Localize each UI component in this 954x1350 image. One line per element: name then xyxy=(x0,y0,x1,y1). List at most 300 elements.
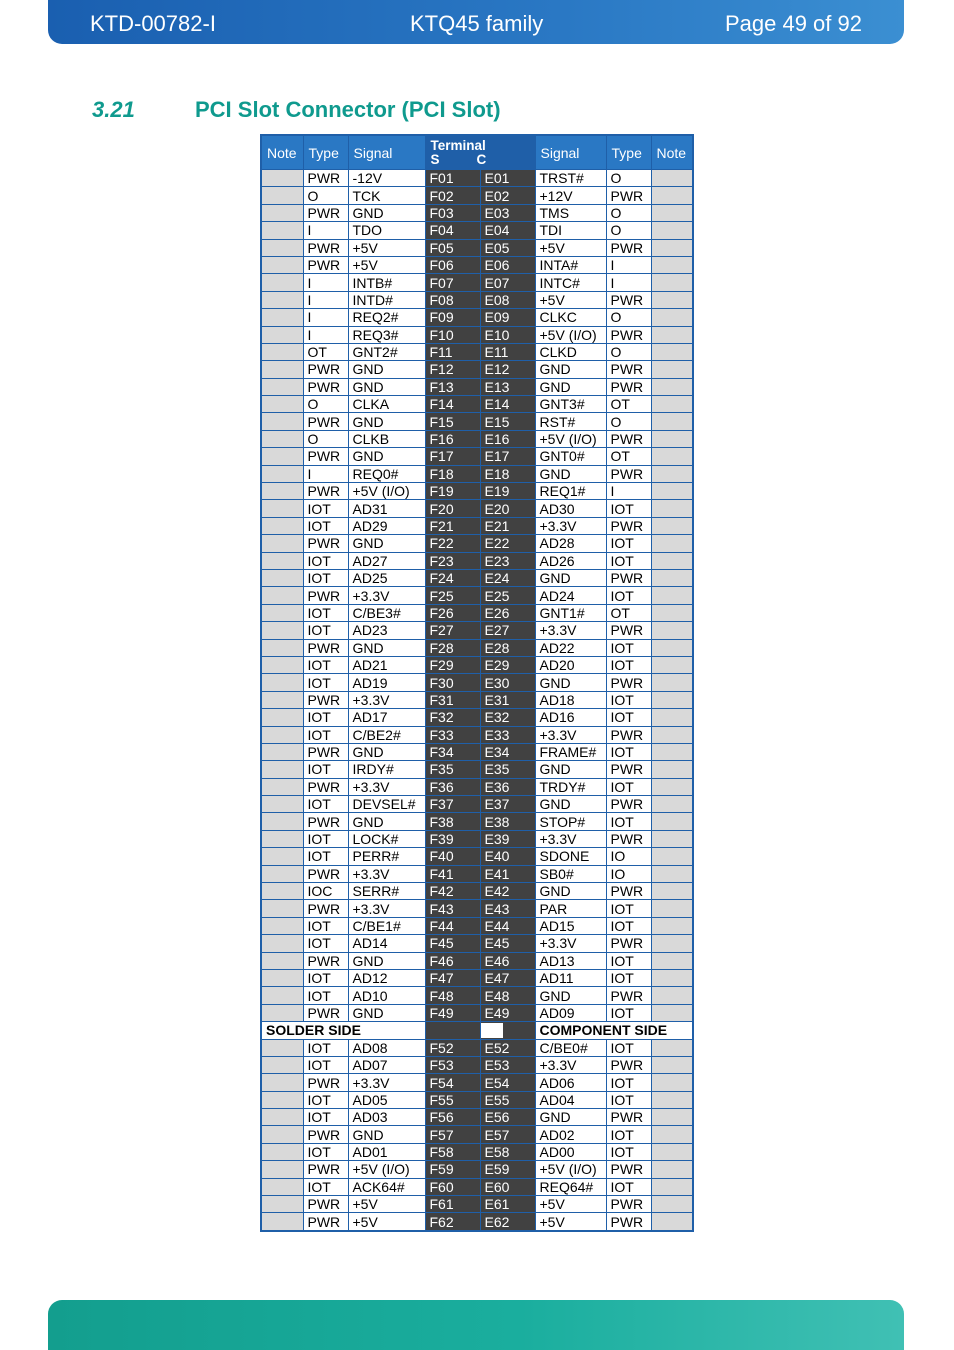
signal-right: STOP# xyxy=(535,813,606,830)
signal-left: AD12 xyxy=(348,969,425,986)
signal-left: GND xyxy=(348,448,425,465)
type-right: IOT xyxy=(606,500,651,517)
terminal-c: E19 xyxy=(480,483,535,500)
signal-right: TRST# xyxy=(535,170,606,187)
type-left: PWR xyxy=(303,778,348,795)
note-left xyxy=(261,743,303,760)
note-right xyxy=(651,274,693,291)
type-right: I xyxy=(606,256,651,273)
note-right xyxy=(651,326,693,343)
table-row xyxy=(261,1143,693,1160)
note-left xyxy=(261,500,303,517)
signal-right: AD24 xyxy=(535,587,606,604)
type-left: IOT xyxy=(303,1143,348,1160)
note-right xyxy=(651,656,693,673)
type-left: IOT xyxy=(303,830,348,847)
type-right: IOT xyxy=(606,656,651,673)
note-left xyxy=(261,1109,303,1126)
table-row xyxy=(261,969,693,986)
type-left: IOT xyxy=(303,1178,348,1195)
terminal-s: F11 xyxy=(425,343,480,360)
note-left xyxy=(261,1056,303,1073)
signal-left: +3.3V xyxy=(348,865,425,882)
type-left: IOT xyxy=(303,935,348,952)
terminal-s: F16 xyxy=(425,430,480,447)
note-right xyxy=(651,535,693,552)
terminal-c: E16 xyxy=(480,430,535,447)
note-right xyxy=(651,378,693,395)
signal-left: GND xyxy=(348,413,425,430)
note-right xyxy=(651,1143,693,1160)
note-right xyxy=(651,639,693,656)
signal-left: LOCK# xyxy=(348,830,425,847)
signal-left: GND xyxy=(348,204,425,221)
signal-left: C/BE3# xyxy=(348,604,425,621)
table-row xyxy=(261,691,693,708)
signal-right: C/BE0# xyxy=(535,1039,606,1056)
terminal-s: F62 xyxy=(425,1213,480,1231)
table-row xyxy=(261,378,693,395)
terminal-s: F45 xyxy=(425,935,480,952)
note-right xyxy=(651,430,693,447)
type-right: PWR xyxy=(606,761,651,778)
terminal-s: F24 xyxy=(425,569,480,586)
terminal-c: E35 xyxy=(480,761,535,778)
table-row xyxy=(261,883,693,900)
note-left xyxy=(261,1004,303,1021)
type-right: IOT xyxy=(606,778,651,795)
terminal-s: F59 xyxy=(425,1161,480,1178)
signal-left: AD23 xyxy=(348,622,425,639)
signal-right: SB0# xyxy=(535,865,606,882)
terminal-c: E13 xyxy=(480,378,535,395)
note-left xyxy=(261,343,303,360)
note-right xyxy=(651,622,693,639)
table-row xyxy=(261,256,693,273)
note-right xyxy=(651,691,693,708)
type-right: PWR xyxy=(606,465,651,482)
signal-left: +5V xyxy=(348,1196,425,1213)
table-row xyxy=(261,796,693,813)
note-left xyxy=(261,709,303,726)
type-left: IOT xyxy=(303,622,348,639)
signal-left: TDO xyxy=(348,222,425,239)
type-right: IOT xyxy=(606,709,651,726)
note-left xyxy=(261,969,303,986)
signal-right: GND xyxy=(535,987,606,1004)
terminal-s: F56 xyxy=(425,1109,480,1126)
type-right: IOT xyxy=(606,917,651,934)
table-row xyxy=(261,483,693,500)
terminal-s: F09 xyxy=(425,309,480,326)
note-right xyxy=(651,569,693,586)
note-right xyxy=(651,952,693,969)
note-right xyxy=(651,830,693,847)
note-right xyxy=(651,465,693,482)
signal-left: GND xyxy=(348,535,425,552)
terminal-s: F03 xyxy=(425,204,480,221)
type-left: PWR xyxy=(303,378,348,395)
note-left xyxy=(261,604,303,621)
signal-right: SDONE xyxy=(535,848,606,865)
signal-left: SERR# xyxy=(348,883,425,900)
note-left xyxy=(261,587,303,604)
terminal-c: E25 xyxy=(480,587,535,604)
type-left: IOT xyxy=(303,848,348,865)
type-left: PWR xyxy=(303,587,348,604)
note-left xyxy=(261,517,303,534)
table-row xyxy=(261,848,693,865)
section-number: 3.21 xyxy=(92,97,135,122)
signal-right: +5V xyxy=(535,239,606,256)
terminal-s: F13 xyxy=(425,378,480,395)
terminal-c: E53 xyxy=(480,1056,535,1073)
signal-right: TMS xyxy=(535,204,606,221)
terminal-s: F43 xyxy=(425,900,480,917)
terminal-c: E17 xyxy=(480,448,535,465)
note-right xyxy=(651,1074,693,1091)
signal-left: AD03 xyxy=(348,1109,425,1126)
table-row xyxy=(261,1196,693,1213)
type-left: IOT xyxy=(303,709,348,726)
signal-right: AD11 xyxy=(535,969,606,986)
table-row xyxy=(261,204,693,221)
type-left: PWR xyxy=(303,743,348,760)
pins-component-block xyxy=(261,1039,693,1231)
signal-left: +5V xyxy=(348,239,425,256)
table-row xyxy=(261,274,693,291)
signal-right: AD00 xyxy=(535,1143,606,1160)
signal-right: +3.3V xyxy=(535,726,606,743)
table-row xyxy=(261,622,693,639)
table-row xyxy=(261,1178,693,1195)
table-row xyxy=(261,239,693,256)
terminal-s: F10 xyxy=(425,326,480,343)
terminal-c: E34 xyxy=(480,743,535,760)
signal-right: TDI xyxy=(535,222,606,239)
terminal-c: E29 xyxy=(480,656,535,673)
signal-left: GND xyxy=(348,743,425,760)
terminal-c: E48 xyxy=(480,987,535,1004)
note-right xyxy=(651,1196,693,1213)
type-right: PWR xyxy=(606,239,651,256)
terminal-c: E46 xyxy=(480,952,535,969)
table-row xyxy=(261,935,693,952)
type-left: PWR xyxy=(303,1213,348,1231)
signal-right: CLKC xyxy=(535,309,606,326)
type-left: PWR xyxy=(303,952,348,969)
page-header xyxy=(48,0,904,44)
note-right xyxy=(651,848,693,865)
type-right: OT xyxy=(606,604,651,621)
terminal-s: F06 xyxy=(425,256,480,273)
terminal-s: F35 xyxy=(425,761,480,778)
signal-left: +3.3V xyxy=(348,587,425,604)
note-right xyxy=(651,1161,693,1178)
type-right: PWR xyxy=(606,935,651,952)
terminal-c: E01 xyxy=(480,170,535,187)
type-left: IOT xyxy=(303,1056,348,1073)
terminal-c: E62 xyxy=(480,1213,535,1231)
type-left: IOT xyxy=(303,917,348,934)
type-left: IOT xyxy=(303,656,348,673)
type-right: PWR xyxy=(606,987,651,1004)
table-row xyxy=(261,413,693,430)
terminal-c: E60 xyxy=(480,1178,535,1195)
type-right: PWR xyxy=(606,726,651,743)
table-header-row xyxy=(261,135,693,170)
terminal-c: E45 xyxy=(480,935,535,952)
type-right: OT xyxy=(606,448,651,465)
note-right xyxy=(651,865,693,882)
type-right: IO xyxy=(606,865,651,882)
note-right xyxy=(651,291,693,308)
type-left: PWR xyxy=(303,413,348,430)
terminal-s: F05 xyxy=(425,239,480,256)
terminal-s: F33 xyxy=(425,726,480,743)
terminal-s: F22 xyxy=(425,535,480,552)
signal-left: C/BE2# xyxy=(348,726,425,743)
terminal-c: E02 xyxy=(480,187,535,204)
signal-left: +5V (I/O) xyxy=(348,1161,425,1178)
signal-right: AD22 xyxy=(535,639,606,656)
type-left: PWR xyxy=(303,900,348,917)
signal-left: AD05 xyxy=(348,1091,425,1108)
note-right xyxy=(651,917,693,934)
note-right xyxy=(651,900,693,917)
page-footer xyxy=(48,1300,904,1350)
type-left: PWR xyxy=(303,1004,348,1021)
type-right: PWR xyxy=(606,1196,651,1213)
note-left xyxy=(261,1178,303,1195)
signal-right: AD04 xyxy=(535,1091,606,1108)
signal-right: GND xyxy=(535,761,606,778)
note-left xyxy=(261,796,303,813)
terminal-s: F19 xyxy=(425,483,480,500)
type-right: IOT xyxy=(606,535,651,552)
type-right: O xyxy=(606,343,651,360)
signal-right: PAR xyxy=(535,900,606,917)
terminal-s: F55 xyxy=(425,1091,480,1108)
type-right: IOT xyxy=(606,813,651,830)
table-row xyxy=(261,813,693,830)
note-left xyxy=(261,1039,303,1056)
terminal-s: F17 xyxy=(425,448,480,465)
type-left: IOT xyxy=(303,517,348,534)
signal-right: REQ1# xyxy=(535,483,606,500)
note-right xyxy=(651,1056,693,1073)
terminal-c: E06 xyxy=(480,256,535,273)
terminal-s: F26 xyxy=(425,604,480,621)
table-row xyxy=(261,500,693,517)
note-right xyxy=(651,413,693,430)
signal-left: GND xyxy=(348,813,425,830)
table-row xyxy=(261,361,693,378)
type-left: I xyxy=(303,274,348,291)
signal-left: PERR# xyxy=(348,848,425,865)
note-right xyxy=(651,761,693,778)
terminal-c: E10 xyxy=(480,326,535,343)
note-right xyxy=(651,743,693,760)
table-row xyxy=(261,309,693,326)
terminal-c: E38 xyxy=(480,813,535,830)
signal-right: +3.3V xyxy=(535,935,606,952)
note-right xyxy=(651,448,693,465)
type-right: IOT xyxy=(606,691,651,708)
terminal-s: F60 xyxy=(425,1178,480,1195)
type-left: I xyxy=(303,309,348,326)
terminal-s: F39 xyxy=(425,830,480,847)
side-divider xyxy=(261,1022,693,1039)
type-left: PWR xyxy=(303,691,348,708)
note-right xyxy=(651,170,693,187)
note-right xyxy=(651,1213,693,1231)
type-right: PWR xyxy=(606,622,651,639)
signal-right: GND xyxy=(535,378,606,395)
type-left: PWR xyxy=(303,1126,348,1143)
signal-right: AD20 xyxy=(535,656,606,673)
note-left xyxy=(261,204,303,221)
type-right: PWR xyxy=(606,326,651,343)
signal-right: GND xyxy=(535,569,606,586)
note-left xyxy=(261,1074,303,1091)
signal-right: INTC# xyxy=(535,274,606,291)
terminal-s: F36 xyxy=(425,778,480,795)
col-signal-left: Signal xyxy=(348,135,425,170)
terminal-s: F20 xyxy=(425,500,480,517)
type-left: IOT xyxy=(303,726,348,743)
table-row xyxy=(261,170,693,187)
pins-solder-block xyxy=(261,170,693,1022)
signal-left: INTB# xyxy=(348,274,425,291)
terminal-c: E58 xyxy=(480,1143,535,1160)
table-row xyxy=(261,900,693,917)
signal-right: GND xyxy=(535,465,606,482)
table-row xyxy=(261,569,693,586)
note-right xyxy=(651,343,693,360)
signal-right: RST# xyxy=(535,413,606,430)
signal-left: REQ3# xyxy=(348,326,425,343)
type-left: PWR xyxy=(303,239,348,256)
signal-left: AD17 xyxy=(348,709,425,726)
terminal-c: E12 xyxy=(480,361,535,378)
terminal-c: E32 xyxy=(480,709,535,726)
terminal-s: F44 xyxy=(425,917,480,934)
note-left xyxy=(261,813,303,830)
terminal-c: E18 xyxy=(480,465,535,482)
terminal-c: E56 xyxy=(480,1109,535,1126)
note-left xyxy=(261,274,303,291)
signal-left: +3.3V xyxy=(348,691,425,708)
signal-right: GND xyxy=(535,883,606,900)
note-left xyxy=(261,309,303,326)
signal-left: REQ2# xyxy=(348,309,425,326)
type-left: IOT xyxy=(303,761,348,778)
signal-right: GNT1# xyxy=(535,604,606,621)
type-left: O xyxy=(303,430,348,447)
type-right: IOT xyxy=(606,1091,651,1108)
terminal-c: E04 xyxy=(480,222,535,239)
type-left: I xyxy=(303,222,348,239)
terminal-s: F31 xyxy=(425,691,480,708)
terminal-s: F49 xyxy=(425,1004,480,1021)
note-right xyxy=(651,309,693,326)
signal-left: AD07 xyxy=(348,1056,425,1073)
signal-right: +12V xyxy=(535,187,606,204)
signal-left: +5V (I/O) xyxy=(348,483,425,500)
type-left: PWR xyxy=(303,535,348,552)
type-left: IOT xyxy=(303,604,348,621)
note-right xyxy=(651,604,693,621)
type-left: IOT xyxy=(303,500,348,517)
table-row xyxy=(261,674,693,691)
type-right: O xyxy=(606,222,651,239)
terminal-c: E28 xyxy=(480,639,535,656)
terminal-s: F61 xyxy=(425,1196,480,1213)
type-right: OT xyxy=(606,396,651,413)
terminal-c: E59 xyxy=(480,1161,535,1178)
note-left xyxy=(261,222,303,239)
note-left xyxy=(261,761,303,778)
signal-right: AD15 xyxy=(535,917,606,934)
signal-left: REQ0# xyxy=(348,465,425,482)
type-right: IOT xyxy=(606,639,651,656)
note-left xyxy=(261,483,303,500)
type-right: IO xyxy=(606,848,651,865)
signal-left: TCK xyxy=(348,187,425,204)
note-right xyxy=(651,587,693,604)
signal-left: +3.3V xyxy=(348,900,425,917)
table-row xyxy=(261,1213,693,1231)
col-note-left: Note xyxy=(261,135,303,170)
note-left xyxy=(261,535,303,552)
terminal-s: F28 xyxy=(425,639,480,656)
note-left xyxy=(261,1196,303,1213)
signal-right: GND xyxy=(535,796,606,813)
signal-right: AD18 xyxy=(535,691,606,708)
col-signal-right: Signal xyxy=(535,135,606,170)
note-left xyxy=(261,1213,303,1231)
type-left: IOT xyxy=(303,1039,348,1056)
type-left: PWR xyxy=(303,865,348,882)
table-row xyxy=(261,552,693,569)
terminal-c: E24 xyxy=(480,569,535,586)
type-right: PWR xyxy=(606,361,651,378)
note-right xyxy=(651,239,693,256)
note-left xyxy=(261,326,303,343)
terminal-s: F02 xyxy=(425,187,480,204)
terminal-c: E41 xyxy=(480,865,535,882)
terminal-c: E23 xyxy=(480,552,535,569)
type-right: IOT xyxy=(606,969,651,986)
note-left xyxy=(261,465,303,482)
terminal-c: E42 xyxy=(480,883,535,900)
table-row xyxy=(261,430,693,447)
terminal-s: F32 xyxy=(425,709,480,726)
type-left: PWR xyxy=(303,170,348,187)
note-right xyxy=(651,883,693,900)
note-left xyxy=(261,1091,303,1108)
note-right xyxy=(651,222,693,239)
note-left xyxy=(261,378,303,395)
type-right: PWR xyxy=(606,883,651,900)
note-right xyxy=(651,935,693,952)
table-row xyxy=(261,865,693,882)
type-right: PWR xyxy=(606,1213,651,1231)
col-type-left: Type xyxy=(303,135,348,170)
terminal-s: F48 xyxy=(425,987,480,1004)
signal-left: GND xyxy=(348,1126,425,1143)
